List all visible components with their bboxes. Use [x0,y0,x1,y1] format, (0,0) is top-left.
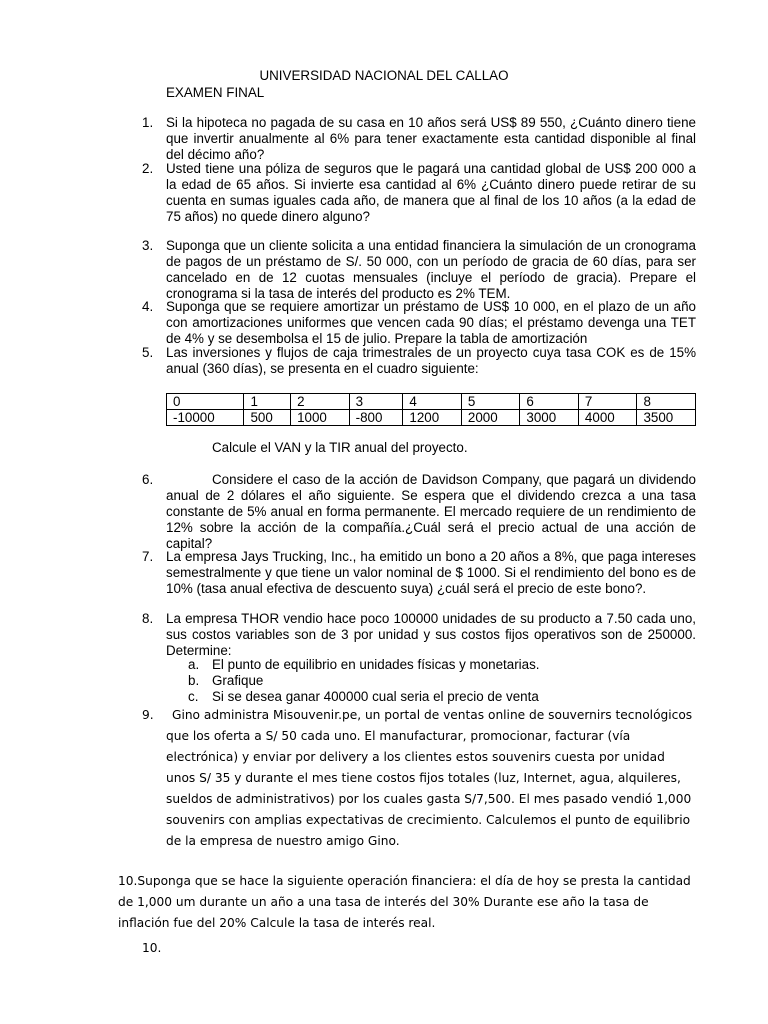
question-7 [142,549,696,597]
question-text: Suponga que un cliente solicita a una entidad financiera la simulación de un cronograma de pagos de un préstamo de S/. 50 000, con un período de gracia de 60 días, para ser cancelado en de 12 cuotas mensuales (incluye el período de gracia). Prepare el cronograma si la tasa de interés del producto es 2% TEM. [166,238,696,301]
table-cell-cash-flow: 1200 [403,410,462,426]
item-letter: a. [188,657,200,672]
exam-title: EXAMEN FINAL [166,85,265,100]
question-number: 4. [142,299,154,314]
table-cell-period: 8 [637,394,696,410]
question-number: 5. [142,345,154,360]
table-cell-cash-flow: 500 [244,410,291,426]
table-row-periods [167,394,696,410]
question-number: 7. [142,549,154,564]
question-8 [142,611,696,659]
question-4 [142,299,696,347]
question-number: 8. [142,611,154,626]
table-cell-cash-flow: 2000 [461,410,520,426]
question-text: Suponga que se requiere amortizar un préstamo de US$ 10 000, en el plazo de un año con amortizaciones uniformes que vencen cada 90 días; el préstamo devenga una TET de 4% y se desembolsa el 15 de julio. Prepare la tabla de amortización [166,299,696,346]
item-letter: b. [188,673,200,688]
question-body: Suponga que se hace la siguiente operación financiera: el día de hoy se presta la cantidad de 1,000 um durante un año a una tasa de interés del 30% Durante ese año la tasa de inflación fue del 20% Calcule la tasa de interés real. [118,874,691,930]
question-text: Gino administra Misouvenir.pe, un portal de ventas online de souvernirs tecnológicos que los oferta a S/ 50 cada uno. El manufacturar, promocionar, facturar (vía electrónica) y enviar por delivery a los clientes estos souvenirs cuesta por unidad unos S/ 35 y durante el mes tiene costos fijos totales (luz, Internet, agua, alquileres, sueldos de administrativos) por los cuales gasta S/7,500. El mes pasado vendió 1,000 souvenirs con amplias expectativas de crecimiento. Calculemos el punto de equilibrio de la empresa de nuestro amigo Gino. [166,708,693,848]
table-cell-cash-flow: 4000 [578,410,637,426]
question-8-item-a [188,657,692,673]
table-cell-period: 5 [461,394,520,410]
item-text: Si se desea ganar 400000 cual seria el precio de venta [212,689,539,704]
question-10 [118,871,698,934]
table-cell-period: 0 [167,394,244,410]
question-5 [142,345,696,377]
trailing-number: 10. [142,941,162,955]
question-number: 2. [142,161,154,176]
question-text: La empresa Jays Trucking, Inc., ha emitido un bono a 20 años a 8%, que paga intereses semestralmente y que tiene un valor nominal de $ 1000. Si el rendimiento del bono es de 10% (tasa anual efectiva de descuento suya) ¿cuál será el precio de este bono?. [166,549,696,596]
question-8-item-c [188,689,692,705]
table-cell-period: 6 [520,394,579,410]
question-text: Usted tiene una póliza de seguros que le pagará una cantidad global de US$ 200 000 a la edad de 65 años. Si invierte esa cantidad al 6% ¿Cuánto dinero puede retirar de su cuenta en sumas iguales cada año, de manera que al final de los 10 años (a la edad de 75 años) no quede dinero alguno? [166,161,696,224]
question-2 [142,161,696,225]
item-text: El punto de equilibrio en unidades físicas y monetarias. [212,657,540,672]
table-cell-period: 2 [291,394,350,410]
question-number: 3. [142,238,154,253]
item-letter: c. [188,689,199,704]
table-cell-cash-flow: -800 [349,410,403,426]
question-8-item-b [188,673,692,689]
question-1 [142,115,696,163]
table-cell-period: 3 [349,394,403,410]
table-cell-period: 4 [403,394,462,410]
question-6 [142,472,696,552]
question-5-instruction: Calcule el VAN y la TIR anual del proyecto. [212,440,468,455]
question-text: Considere el caso de la acción de Davidson Company, que pagará un dividendo anual de 2 dólares el año siguiente. Se espera que el dividendo crezca a una tasa constante de 5% anual en forma permanente. El mercado requiere de un rendimiento de 12% sobre la acción de la compañía.¿Cuál será el precio actual de una acción de capital? [166,472,696,551]
table-cell-cash-flow: -10000 [167,410,244,426]
question-number: 1. [142,115,154,130]
question-number: 10. [118,874,138,888]
item-text: Grafique [212,673,264,688]
table-cell-cash-flow: 3500 [637,410,696,426]
question-number: 9. [142,708,154,722]
table-cell-cash-flow: 3000 [520,410,579,426]
table-cell-period: 7 [578,394,637,410]
table-cell-cash-flow: 1000 [291,410,350,426]
table-cell-period: 1 [244,394,291,410]
question-text: Si la hipoteca no pagada de su casa en 10 años será US$ 89 550, ¿Cuánto dinero tiene que invertir anualmente al 6% para tener exactamente esta cantidad disponible al final del décimo año? [166,115,696,162]
question-3 [142,238,696,302]
table-row-cash-flows [167,410,696,426]
question-number: 6. [142,472,154,487]
question-text: La empresa THOR vendio hace poco 100000 unidades de su producto a 7.50 cada uno, sus costos variables son de 3 por unidad y sus costos fijos operativos son de 250000. Determine: [166,611,696,658]
question-text [118,871,698,934]
cash-flow-table [166,393,696,426]
question-text: Las inversiones y flujos de caja trimestrales de un proyecto cuya tasa COK es de 15% anual (360 días), se presenta en el cuadro siguiente: [166,345,696,376]
question-9 [142,705,696,852]
university-title: UNIVERSIDAD NACIONAL DEL CALLAO [259,68,509,83]
